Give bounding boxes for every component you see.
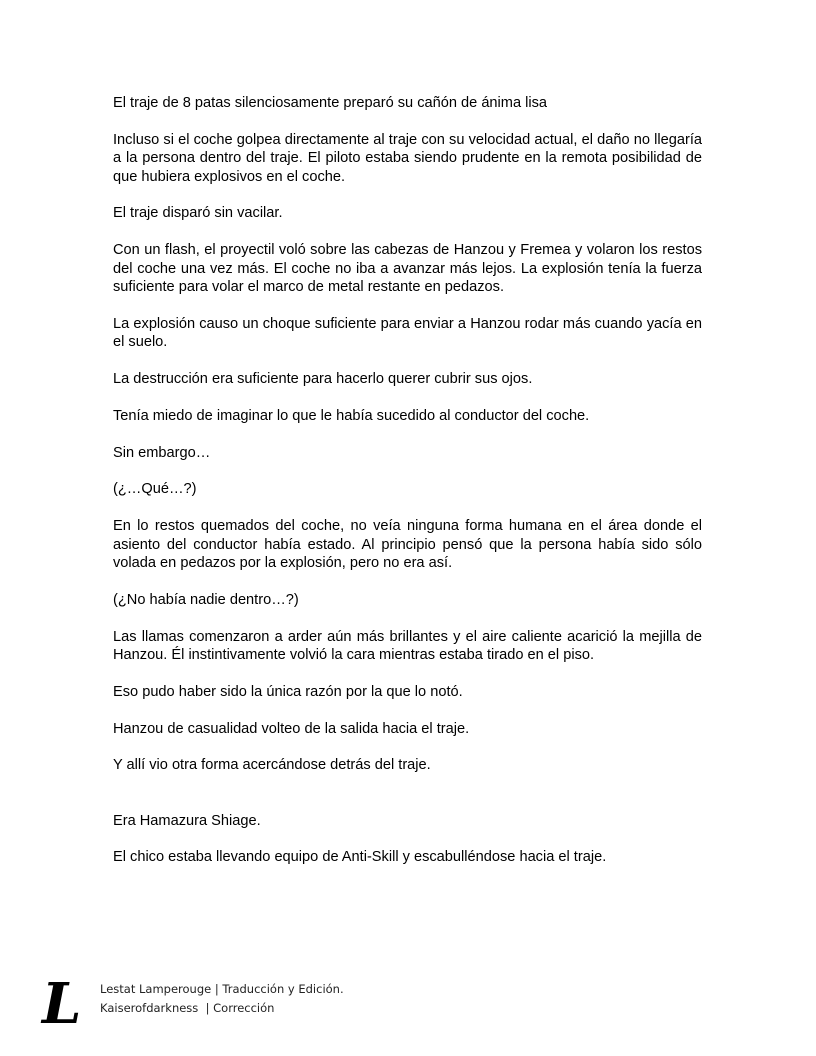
paragraph: Eso pudo haber sido la única razón por la que lo notó. [113, 683, 463, 700]
paragraph: Las llamas comenzaron a arder aún más brillantes y el aire caliente acarició la mejilla de Hanzou. Él instintivamente volvió la cara mientras estaba tirado en el piso. [113, 628, 702, 664]
paragraph: En lo restos quemados del coche, no veía ninguna forma humana en el área donde el asiento del conductor había estado. Al principio pensó que la persona había sido sólo volada en pedazos por la explosión, pero no era así. [113, 518, 702, 572]
paragraph: Con un flash, el proyectil voló sobre las cabezas de Hanzou y Fremea y volaron los restos del coche una vez más. El coche no iba a avanzar más lejos. La explosión tenía la fuerza suficiente para volar el marco de metal restante en pedazos. [113, 242, 702, 296]
paragraph: Y allí vio otra forma acercándose detrás del traje. [113, 757, 431, 774]
paragraph: La destrucción era suficiente para hacerlo querer cubrir sus ojos. [113, 371, 533, 388]
paragraph: Sin embargo… [113, 444, 211, 461]
credit-translation: Lestat Lamperouge | Traducción y Edición. [100, 982, 344, 996]
paragraph: Tenía miedo de imaginar lo que le había sucedido al conductor del coche. [113, 407, 590, 424]
paragraph: Incluso si el coche golpea directamente al traje con su velocidad actual, el daño no llegaría a la persona dentro del traje. El piloto estaba siendo prudente en la remota posibilidad de que hubiera explosivos en el coche. [113, 131, 702, 185]
footer [42, 971, 442, 1037]
paragraph: (¿…Qué…?) [113, 481, 197, 498]
paragraph: Era Hamazura Shiage. [113, 812, 261, 829]
paragraph: El traje disparó sin vacilar. [113, 205, 283, 222]
document-body [113, 94, 702, 885]
paragraph: (¿No había nadie dentro…?) [113, 591, 299, 608]
credits [100, 980, 344, 1018]
credit-correction: Kaiserofdarkness | Corrección [100, 1001, 275, 1015]
paragraph: El chico estaba llevando equipo de Anti-Skill y escabulléndose hacia el traje. [113, 849, 607, 866]
paragraph: El traje de 8 patas silenciosamente preparó su cañón de ánima lisa [113, 95, 548, 111]
paragraph: Hanzou de casualidad volteo de la salida hacia el traje. [113, 720, 470, 737]
l-logo-icon: L [42, 971, 82, 1037]
paragraph: La explosión causo un choque suficiente para enviar a Hanzou rodar más cuando yacía en el suelo. [113, 315, 702, 351]
